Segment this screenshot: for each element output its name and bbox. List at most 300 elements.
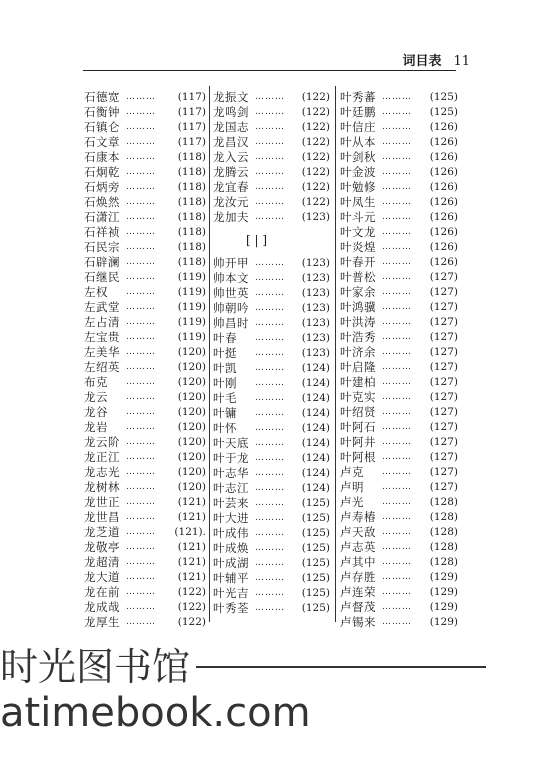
entry-leader: ……… bbox=[126, 527, 156, 537]
entry-name: 叶辅平 bbox=[213, 571, 249, 585]
index-entry bbox=[84, 525, 206, 540]
index-entry bbox=[213, 466, 330, 481]
entry-page: (126) bbox=[429, 166, 458, 178]
entry-page: (126) bbox=[429, 226, 458, 238]
index-entry bbox=[213, 346, 330, 361]
entry-leader: ……… bbox=[255, 588, 285, 598]
index-entry bbox=[340, 105, 458, 120]
index-entry bbox=[213, 376, 330, 391]
entry-name: 叶刚 bbox=[213, 376, 237, 390]
entry-leader: ……… bbox=[126, 107, 156, 117]
entry-page: (127) bbox=[429, 406, 458, 418]
entry-page: (122) bbox=[177, 586, 206, 598]
entry-leader: ……… bbox=[382, 512, 412, 522]
column-separator bbox=[335, 86, 336, 622]
entry-page: (129) bbox=[429, 571, 458, 583]
entry-leader: ……… bbox=[126, 197, 156, 207]
entry-name: 龙厚生 bbox=[84, 615, 120, 629]
entry-name: 帅世英 bbox=[213, 286, 249, 300]
entry-name: 叶阿井 bbox=[340, 435, 376, 449]
index-entry bbox=[213, 481, 330, 496]
index-entry bbox=[84, 420, 206, 435]
entry-leader: ……… bbox=[255, 378, 285, 388]
index-entry bbox=[340, 570, 458, 585]
entry-name: 龙入云 bbox=[213, 150, 249, 164]
entry-name: 叶志华 bbox=[213, 466, 249, 480]
entry-name: 叶镛 bbox=[213, 406, 237, 420]
entry-name: 卢志英 bbox=[340, 540, 376, 554]
index-entry bbox=[340, 150, 458, 165]
index-entry bbox=[340, 375, 458, 390]
entry-page: (127) bbox=[429, 421, 458, 433]
index-entry bbox=[340, 315, 458, 330]
entry-name: 石衡钟 bbox=[84, 105, 120, 119]
entry-page: (128) bbox=[429, 541, 458, 553]
entry-leader: ……… bbox=[382, 407, 412, 417]
index-entry bbox=[340, 135, 458, 150]
index-entry bbox=[84, 465, 206, 480]
index-entry bbox=[213, 361, 330, 376]
entry-page: (126) bbox=[429, 136, 458, 148]
entry-page: (125) bbox=[301, 587, 330, 599]
index-entry bbox=[213, 601, 330, 616]
entry-leader: ……… bbox=[255, 558, 285, 568]
entry-page: (118) bbox=[177, 151, 206, 163]
index-entry bbox=[340, 180, 458, 195]
entry-leader: ……… bbox=[126, 542, 156, 552]
entry-page: (126) bbox=[429, 151, 458, 163]
index-entry bbox=[213, 301, 330, 316]
entry-name: 帅本文 bbox=[213, 271, 249, 285]
entry-leader: ……… bbox=[255, 498, 285, 508]
index-entry bbox=[84, 510, 206, 525]
entry-name: 卢其中 bbox=[340, 555, 376, 569]
entry-leader: ……… bbox=[255, 212, 285, 222]
entry-name: 叶炎煌 bbox=[340, 240, 376, 254]
entry-name: 石炳旁 bbox=[84, 180, 120, 194]
entry-page: (120) bbox=[177, 466, 206, 478]
entry-name: 卢存胜 bbox=[340, 570, 376, 584]
entry-page: (118) bbox=[177, 226, 206, 238]
index-entry bbox=[213, 451, 330, 466]
entry-page: (120) bbox=[177, 436, 206, 448]
entry-leader: ……… bbox=[382, 347, 412, 357]
entry-name: 石镇仑 bbox=[84, 120, 120, 134]
entry-leader: ……… bbox=[255, 107, 285, 117]
entry-name: 卢天敌 bbox=[340, 525, 376, 539]
entry-page: (127) bbox=[429, 451, 458, 463]
entry-leader: ……… bbox=[126, 587, 156, 597]
entry-page: (125) bbox=[301, 602, 330, 614]
entry-page: (128) bbox=[429, 526, 458, 538]
index-entry bbox=[340, 615, 458, 630]
entry-leader: ……… bbox=[126, 347, 156, 357]
entry-leader: ……… bbox=[382, 122, 412, 132]
entry-name: 龙云 bbox=[84, 390, 108, 404]
entry-name: 叶洪涛 bbox=[340, 315, 376, 329]
index-entry bbox=[84, 390, 206, 405]
index-entry bbox=[84, 330, 206, 345]
entry-page: (121) bbox=[177, 496, 206, 508]
entry-name: 叶春开 bbox=[340, 255, 376, 269]
index-entry bbox=[213, 586, 330, 601]
entry-name: 叶斗元 bbox=[340, 210, 376, 224]
index-entry bbox=[340, 330, 458, 345]
index-entry bbox=[213, 421, 330, 436]
entry-name: 龙世正 bbox=[84, 495, 120, 509]
index-entry bbox=[84, 360, 206, 375]
entry-leader: ……… bbox=[126, 242, 156, 252]
entry-name: 卢寿椿 bbox=[340, 510, 376, 524]
index-entry bbox=[213, 556, 330, 571]
entry-page: (118) bbox=[177, 181, 206, 193]
entry-page: (124) bbox=[301, 407, 330, 419]
entry-page: (125) bbox=[301, 557, 330, 569]
index-entry bbox=[340, 165, 458, 180]
entry-page: (123) bbox=[301, 347, 330, 359]
entry-page: (129) bbox=[429, 601, 458, 613]
entry-page: (127) bbox=[429, 436, 458, 448]
entry-name: 叶勉修 bbox=[340, 180, 376, 194]
entry-leader: ……… bbox=[382, 437, 412, 447]
entry-name: 龙宜春 bbox=[213, 180, 249, 194]
index-entry bbox=[340, 300, 458, 315]
entry-name: 叶济余 bbox=[340, 345, 376, 359]
entry-page: (118) bbox=[177, 211, 206, 223]
entry-name: 叶怀 bbox=[213, 421, 237, 435]
page-number: 11 bbox=[453, 54, 470, 69]
entry-leader: ……… bbox=[126, 317, 156, 327]
entry-page: (127) bbox=[429, 301, 458, 313]
index-entry bbox=[213, 526, 330, 541]
entry-name: 叶秀荃 bbox=[213, 601, 249, 615]
index-entry bbox=[340, 240, 458, 255]
index-entry bbox=[340, 480, 458, 495]
entry-page: (126) bbox=[429, 211, 458, 223]
entry-leader: ……… bbox=[126, 422, 156, 432]
entry-leader: ……… bbox=[255, 438, 285, 448]
entry-page: (120) bbox=[177, 406, 206, 418]
entry-leader: ……… bbox=[382, 572, 412, 582]
index-entry bbox=[213, 316, 330, 331]
entry-name: 叶信庄 bbox=[340, 120, 376, 134]
entry-leader: ……… bbox=[126, 302, 156, 312]
entry-page: (124) bbox=[301, 437, 330, 449]
index-entry bbox=[84, 285, 206, 300]
index-entry bbox=[340, 225, 458, 240]
index-entry bbox=[84, 180, 206, 195]
entry-page: (123) bbox=[301, 332, 330, 344]
entry-leader: ……… bbox=[255, 303, 285, 313]
entry-page: (119) bbox=[177, 331, 206, 343]
index-entry bbox=[84, 600, 206, 615]
index-entry bbox=[84, 615, 206, 630]
entry-leader: ……… bbox=[126, 377, 156, 387]
entry-page: (120) bbox=[177, 376, 206, 388]
entry-page: (124) bbox=[301, 452, 330, 464]
index-entry bbox=[84, 135, 206, 150]
index-entry bbox=[84, 210, 206, 225]
entry-leader: ……… bbox=[255, 543, 285, 553]
entry-name: 叶芸来 bbox=[213, 496, 249, 510]
entry-page: (117) bbox=[177, 91, 206, 103]
entry-page: (120) bbox=[177, 421, 206, 433]
index-entry bbox=[213, 331, 330, 346]
entry-name: 龙树林 bbox=[84, 480, 120, 494]
entry-leader: ……… bbox=[126, 272, 156, 282]
index-entry bbox=[340, 525, 458, 540]
entry-page: (121) bbox=[177, 556, 206, 568]
entry-page: (120) bbox=[177, 391, 206, 403]
entry-name: 卢克 bbox=[340, 465, 364, 479]
entry-name: 龙谷 bbox=[84, 405, 108, 419]
entry-name: 叶从本 bbox=[340, 135, 376, 149]
index-entry bbox=[340, 465, 458, 480]
entry-name: 石继民 bbox=[84, 270, 120, 284]
entry-leader: ……… bbox=[382, 422, 412, 432]
entry-page: (128) bbox=[429, 511, 458, 523]
entry-leader: ……… bbox=[382, 242, 412, 252]
entry-page: (123) bbox=[301, 302, 330, 314]
entry-page: (125) bbox=[301, 527, 330, 539]
index-entry bbox=[84, 585, 206, 600]
entry-name: 帅昌时 bbox=[213, 316, 249, 330]
entry-name: 石潇江 bbox=[84, 210, 120, 224]
index-entry bbox=[84, 255, 206, 270]
entry-leader: ……… bbox=[126, 407, 156, 417]
entry-leader: ……… bbox=[255, 513, 285, 523]
entry-page: (119) bbox=[177, 301, 206, 313]
entry-leader: ……… bbox=[255, 152, 285, 162]
entry-page: (127) bbox=[429, 466, 458, 478]
index-entry bbox=[340, 555, 458, 570]
index-entry bbox=[84, 570, 206, 585]
watermark-rule bbox=[196, 666, 486, 668]
entry-name: 叶绍贤 bbox=[340, 405, 376, 419]
entry-page: (122) bbox=[301, 91, 330, 103]
entry-leader: ……… bbox=[255, 468, 285, 478]
index-entry bbox=[213, 150, 330, 165]
entry-page: (120) bbox=[177, 451, 206, 463]
index-entry bbox=[213, 541, 330, 556]
entry-name: 龙云阶 bbox=[84, 435, 120, 449]
entry-name: 叶凯 bbox=[213, 361, 237, 375]
entry-name: 左宝贵 bbox=[84, 330, 120, 344]
index-entry bbox=[84, 165, 206, 180]
entry-name: 叶成焕 bbox=[213, 541, 249, 555]
entry-leader: ……… bbox=[255, 137, 285, 147]
index-entry bbox=[213, 571, 330, 586]
index-entry bbox=[213, 105, 330, 120]
entry-name: 龙振文 bbox=[213, 90, 249, 104]
index-entry bbox=[340, 405, 458, 420]
entry-page: (122) bbox=[301, 181, 330, 193]
entry-name: 叶普松 bbox=[340, 270, 376, 284]
entry-name: 叶毛 bbox=[213, 391, 237, 405]
entry-name: 叶鸿骥 bbox=[340, 300, 376, 314]
index-entry bbox=[340, 585, 458, 600]
index-entry bbox=[84, 90, 206, 105]
index-entry bbox=[213, 391, 330, 406]
entry-page: (126) bbox=[429, 241, 458, 253]
index-entry bbox=[340, 390, 458, 405]
entry-name: 石文章 bbox=[84, 135, 120, 149]
index-entry bbox=[84, 540, 206, 555]
index-entry bbox=[213, 210, 330, 225]
entry-leader: ……… bbox=[382, 272, 412, 282]
entry-page: (122) bbox=[177, 616, 206, 628]
entry-page: (118) bbox=[177, 166, 206, 178]
entry-page: (128) bbox=[429, 556, 458, 568]
entry-leader: ……… bbox=[126, 122, 156, 132]
entry-leader: ……… bbox=[382, 302, 412, 312]
entry-leader: ……… bbox=[126, 452, 156, 462]
entry-leader: ……… bbox=[126, 287, 156, 297]
entry-page: (120) bbox=[177, 361, 206, 373]
entry-leader: ……… bbox=[382, 542, 412, 552]
entry-page: (123) bbox=[301, 317, 330, 329]
entry-name: 卢锡来 bbox=[340, 615, 376, 629]
entry-name: 石民宗 bbox=[84, 240, 120, 254]
entry-page: (127) bbox=[429, 271, 458, 283]
entry-leader: ……… bbox=[126, 437, 156, 447]
entry-page: (127) bbox=[429, 286, 458, 298]
entry-leader: ……… bbox=[126, 467, 156, 477]
entry-page: (129) bbox=[429, 586, 458, 598]
entry-leader: ……… bbox=[126, 212, 156, 222]
entry-name: 叶浩秀 bbox=[340, 330, 376, 344]
entry-name: 叶阿石 bbox=[340, 420, 376, 434]
index-entry bbox=[340, 210, 458, 225]
entry-name: 叶阿根 bbox=[340, 450, 376, 464]
entry-name: 叶春 bbox=[213, 331, 237, 345]
entry-page: (124) bbox=[301, 467, 330, 479]
entry-page: (121) bbox=[177, 541, 206, 553]
entry-page: (126) bbox=[429, 121, 458, 133]
index-entry bbox=[84, 300, 206, 315]
entry-leader: ……… bbox=[382, 392, 412, 402]
entry-page: (126) bbox=[429, 256, 458, 268]
index-entry bbox=[340, 90, 458, 105]
entry-leader: ……… bbox=[255, 273, 285, 283]
entry-name: 龙正江 bbox=[84, 450, 120, 464]
entry-name: 龙在前 bbox=[84, 585, 120, 599]
entry-page: (118) bbox=[177, 256, 206, 268]
index-entry bbox=[340, 285, 458, 300]
index-entry bbox=[340, 600, 458, 615]
entry-page: (125) bbox=[429, 91, 458, 103]
entry-page: (126) bbox=[429, 196, 458, 208]
entry-page: (124) bbox=[301, 422, 330, 434]
index-entry bbox=[213, 180, 330, 195]
index-column-1 bbox=[84, 90, 206, 630]
entry-name: 卢明 bbox=[340, 480, 364, 494]
entry-name: 帅开甲 bbox=[213, 256, 249, 270]
entry-name: 龙世昌 bbox=[84, 510, 120, 524]
entry-leader: ……… bbox=[382, 137, 412, 147]
entry-name: 叶剑秋 bbox=[340, 150, 376, 164]
entry-page: (128) bbox=[429, 496, 458, 508]
watermark-title: 时光图书馆 bbox=[0, 645, 191, 689]
index-entry bbox=[213, 406, 330, 421]
entry-name: 龙志光 bbox=[84, 465, 120, 479]
watermark bbox=[0, 645, 486, 737]
index-entry bbox=[84, 240, 206, 255]
entry-leader: ……… bbox=[126, 362, 156, 372]
entry-name: 叶建柏 bbox=[340, 375, 376, 389]
entry-leader: ……… bbox=[382, 182, 412, 192]
entry-page: (126) bbox=[429, 181, 458, 193]
entry-page: (125) bbox=[301, 512, 330, 524]
index-entry bbox=[340, 495, 458, 510]
entry-name: 石祥祯 bbox=[84, 225, 120, 239]
index-column-3 bbox=[340, 90, 458, 630]
entry-name: 龙鸣剑 bbox=[213, 105, 249, 119]
index-entry bbox=[84, 225, 206, 240]
entry-page: (125) bbox=[429, 106, 458, 118]
entry-leader: ……… bbox=[126, 152, 156, 162]
entry-leader: ……… bbox=[126, 512, 156, 522]
entry-page: (127) bbox=[429, 376, 458, 388]
entry-page: (122) bbox=[301, 106, 330, 118]
entry-name: 左武堂 bbox=[84, 300, 120, 314]
entry-leader: ……… bbox=[382, 317, 412, 327]
entry-name: 左占清 bbox=[84, 315, 120, 329]
section-heading: [ | ] bbox=[245, 233, 268, 247]
entry-leader: ……… bbox=[382, 332, 412, 342]
entry-leader: ……… bbox=[126, 227, 156, 237]
entry-leader: ……… bbox=[255, 167, 285, 177]
entry-leader: ……… bbox=[255, 393, 285, 403]
entry-leader: ……… bbox=[382, 602, 412, 612]
entry-page: (117) bbox=[177, 106, 206, 118]
entry-leader: ……… bbox=[255, 408, 285, 418]
entry-name: 左权 bbox=[84, 285, 108, 299]
entry-page: (127) bbox=[429, 316, 458, 328]
entry-page: (127) bbox=[429, 391, 458, 403]
entry-name: 叶金波 bbox=[340, 165, 376, 179]
index-entry bbox=[84, 315, 206, 330]
index-entry bbox=[213, 271, 330, 286]
entry-leader: ……… bbox=[255, 453, 285, 463]
entry-name: 石辟澜 bbox=[84, 255, 120, 269]
entry-leader: ……… bbox=[382, 212, 412, 222]
index-entry bbox=[84, 450, 206, 465]
entry-page: (124) bbox=[301, 392, 330, 404]
index-entry bbox=[213, 286, 330, 301]
entry-name: 布克 bbox=[84, 375, 108, 389]
entry-leader: ……… bbox=[255, 92, 285, 102]
entry-page: (120) bbox=[177, 346, 206, 358]
entry-name: 石康本 bbox=[84, 150, 120, 164]
entry-leader: ……… bbox=[382, 587, 412, 597]
entry-leader: ……… bbox=[126, 182, 156, 192]
index-entry bbox=[340, 195, 458, 210]
index-entry bbox=[340, 540, 458, 555]
index-entry bbox=[213, 195, 330, 210]
entry-name: 龙敬亭 bbox=[84, 540, 120, 554]
index-entry bbox=[213, 496, 330, 511]
entry-leader: ……… bbox=[255, 483, 285, 493]
index-entry bbox=[213, 256, 330, 271]
entry-name: 龙腾云 bbox=[213, 165, 249, 179]
entry-leader: ……… bbox=[382, 467, 412, 477]
entry-leader: ……… bbox=[255, 288, 285, 298]
entry-leader: ……… bbox=[255, 333, 285, 343]
entry-page: (123) bbox=[301, 211, 330, 223]
entry-name: 石德宽 bbox=[84, 90, 120, 104]
entry-leader: ……… bbox=[382, 362, 412, 372]
